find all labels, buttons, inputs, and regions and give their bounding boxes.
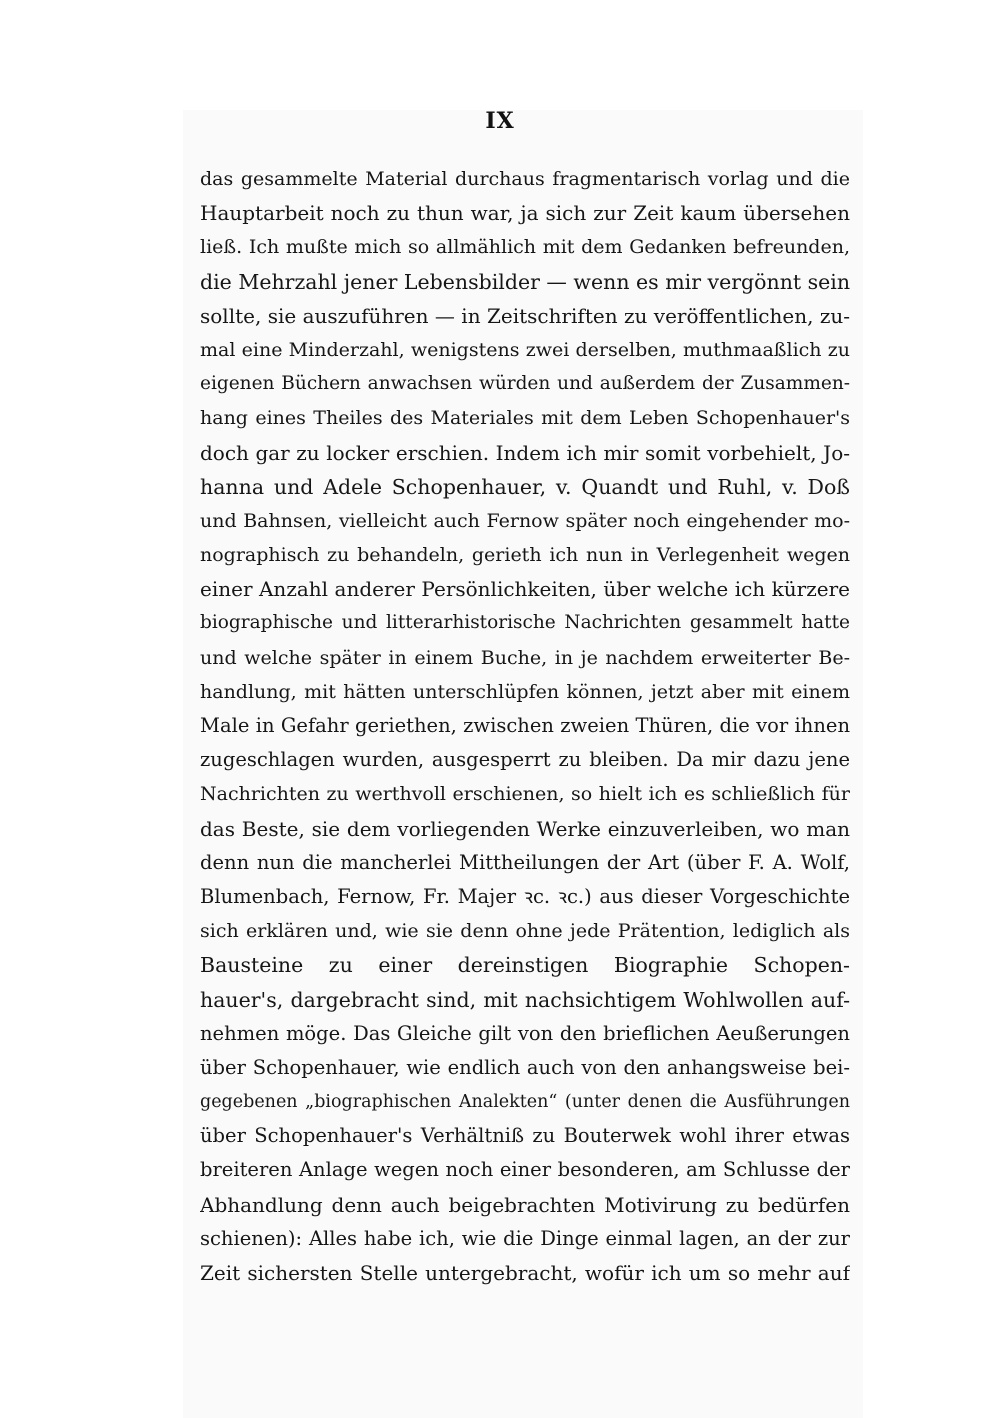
text-line: sich erklären und, wie sie denn ohne jede Prätention, lediglich als bbox=[200, 920, 850, 943]
text-line: die Mehrzahl jener Lebensbilder — wenn es mir vergönnt sein bbox=[200, 269, 850, 294]
text-line: breiteren Anlage wegen noch einer besonderen, am Schlusse der bbox=[200, 1158, 850, 1182]
text-line: Nachrichten zu werthvoll erschienen, so hielt ich es schließlich für bbox=[200, 783, 850, 806]
text-line: Hauptarbeit noch zu thun war, ja sich zur Zeit kaum übersehen bbox=[200, 201, 850, 226]
text-line: hauer's, dargebracht sind, mit nachsichtigem Wohlwollen auf- bbox=[200, 987, 850, 1012]
text-line: zugeschlagen wurden, ausgesperrt zu bleiben. Da mir dazu jene bbox=[200, 748, 850, 772]
text-line: Abhandlung denn auch beigebrachten Motivirung zu bedürfen bbox=[200, 1192, 850, 1217]
text-line: hanna und Adele Schopenhauer, v. Quandt und Ruhl, v. Doß bbox=[200, 474, 850, 499]
text-line: das Beste, sie dem vorliegenden Werke einzuverleiben, wo man bbox=[200, 816, 850, 841]
text-line: sollte, sie auszuführen — in Zeitschriften zu veröffentlichen, zu- bbox=[200, 303, 850, 328]
text-line: denn nun die mancherlei Mittheilungen der Art (über F. A. Wolf, bbox=[200, 850, 850, 874]
text-line: und Bahnsen, vielleicht auch Fernow später noch eingehender mo- bbox=[200, 509, 850, 532]
body-text bbox=[200, 162, 850, 1290]
text-line: eigenen Büchern anwachsen würden und außerdem der Zusammen- bbox=[200, 373, 850, 395]
text-line: schienen): Alles habe ich, wie die Dinge einmal lagen, an der zur bbox=[200, 1226, 850, 1250]
text-line: doch gar zu locker erschien. Indem ich mir somit vorbehielt, Jo- bbox=[200, 440, 850, 465]
text-line: ließ. Ich mußte mich so allmählich mit dem Gedanken befreunden, bbox=[200, 236, 850, 259]
text-line: nographisch zu behandeln, gerieth ich nun in Verlegenheit wegen bbox=[200, 544, 850, 567]
text-line: Male in Gefahr geriethen, zwischen zweien Thüren, die vor ihnen bbox=[200, 714, 850, 737]
text-line: nehmen möge. Das Gleiche gilt von den brieflichen Aeußerungen bbox=[200, 1021, 850, 1045]
text-line: das gesammelte Material durchaus fragmentarisch vorlag und die bbox=[200, 168, 850, 190]
text-line: Zeit sichersten Stelle untergebracht, wofür ich um so mehr auf bbox=[200, 1261, 850, 1285]
text-line: gegebenen „biographischen Analekten“ (unter denen die Ausführungen bbox=[200, 1092, 850, 1113]
text-line: einer Anzahl anderer Persönlichkeiten, über welche ich kürzere bbox=[200, 577, 850, 602]
text-line: Bausteine zu einer dereinstigen Biographie Schopen- bbox=[200, 953, 850, 978]
text-line: über Schopenhauer's Verhältniß zu Bouterwek wohl ihrer etwas bbox=[200, 1124, 850, 1148]
text-line: und welche später in einem Buche, in je nachdem erweiterter Be- bbox=[200, 646, 850, 669]
page-number: IX bbox=[485, 108, 515, 134]
text-line: über Schopenhauer, wie endlich auch von den anhangsweise bei- bbox=[200, 1055, 850, 1079]
text-line: biographische und litterarhistorische Nachrichten gesammelt hatte bbox=[200, 612, 850, 634]
text-line: hang eines Theiles des Materiales mit dem Leben Schopenhauer's bbox=[200, 407, 850, 430]
text-line: mal eine Minderzahl, wenigstens zwei derselben, muthmaaßlich zu bbox=[200, 338, 850, 361]
text-line: handlung, mit hätten unterschlüpfen können, jetzt aber mit einem bbox=[200, 680, 850, 703]
text-line: Blumenbach, Fernow, Fr. Majer ꝛc. ꝛc.) aus dieser Vorgeschichte bbox=[200, 884, 850, 908]
